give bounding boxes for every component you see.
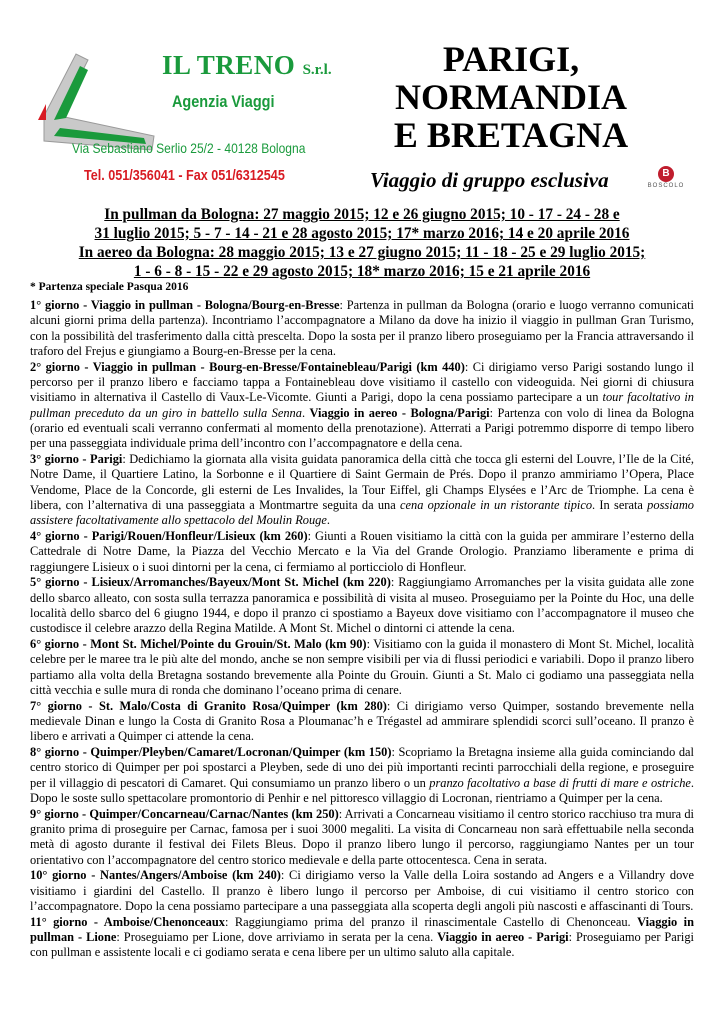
day-1 xyxy=(30,298,694,359)
day-6 xyxy=(30,637,694,698)
day-heading: 10° giorno - Nantes/Angers/Amboise (km 240) xyxy=(30,868,281,883)
optional-activity: cena opzionale in un ristorante tipico xyxy=(400,497,593,512)
day-heading: 1° giorno - Viaggio in pullman - Bologna/Bourg-en-Bresse xyxy=(30,298,340,312)
day-text: : Scopriamo la Bretagna insieme alla guida cominciando dal centro storico di Quimper per poi spostarci a Pleyben, sede di uno dei più importanti recinti parrocchiali della regione, e proseguire per il villaggio di pescatori di Camaret. Qui consumiamo un pranzo libero o un xyxy=(30,745,694,790)
partner-logo xyxy=(646,166,686,189)
day-8 xyxy=(30,745,694,806)
day-heading: Viaggio in pullman - Lione xyxy=(30,914,695,945)
day-text: : Proseguiamo per Parigi con pullman e assistente locali e ci godiamo serata e cena libere per un ultimo saluto alla capitale. xyxy=(30,930,695,960)
partner-logo-text: BOSCOLO xyxy=(647,183,685,189)
day-text: : Partenza in pullman da Bologna (orario e luogo verranno comunicati alcuni giorni prima della partenza). Incontriamo l’accompagnatore a Milano da dove ha inizio il viaggio in pullman Gran Turismo, con la possibilità del trasferimento dalla città prescelta. Dopo la sosta per il pranzo libero proseguiamo per la Francia attraversando il traforo del Frejus e giungiamo a Bourg-en-Bresse per la cena. xyxy=(30,298,694,358)
title-line: PARIGI, xyxy=(442,39,580,79)
day-heading: Viaggio in aereo - Parigi xyxy=(437,930,569,945)
day-heading: 8° giorno - Quimper/Pleyben/Camaret/Locronan/Quimper (km 150) xyxy=(30,745,392,760)
day-text: . xyxy=(326,513,330,528)
day-text: : Arrivati a Concarneau visitiamo il centro storico racchiuso tra mura di granito prima di proseguire per Carnac, famosa per i suoi 3000 megaliti. La visita di Concarneau non sarà effettuabile nella seconda metà di agosto durante il festival dei Filets Bleus. Dopo il pranzo libero lungo il percorso, raggiungiamo Nantes per un tour orientativo con l’accompagnatore del centro storico medievale e della parte ottocentesca. Cena in serata. xyxy=(30,806,694,867)
day-text: : Visitiamo con la guida il monastero di Mont St. Michel, località celebre per le maree tra le più alte del mondo, anche se non sempre visibili per via di flussi periodici e variabili. Dopo il pranzo libero partiamo alla volta della Bretagna sostando brevemente alla Pointe du Grouin. Giunti a St. Malo ci godiamo una passeggiata nella città vecchia e sulle mura di ronda che dominano l’oceano prima di cenare. xyxy=(30,637,695,697)
day-7 xyxy=(30,699,694,745)
day-text: : Raggiungiamo Arromanches per la visita guidata alle zone dello sbarco alleato, con sosta sulla terrazza panoramica e possibilità di visita al museo. Proseguiamo per la Pointe du Hoc, una delle località dello sbarco del 6 giugno 1944, e dopo il pranzo ci spostiamo a Bayeux dove visitiamo con l’accompagnatore il museo che custodisce il celebre arazzo della Regina Matilde. A Mont St. Michel o dintorni ci attende la cena. xyxy=(30,575,694,636)
itinerary xyxy=(30,298,694,961)
agency-name xyxy=(162,50,332,81)
day-heading: 7° giorno - St. Malo/Costa di Granito Rosa/Quimper (km 280) xyxy=(30,698,387,713)
optional-activity: pranzo facoltativo a base di frutti di mare e ostriche xyxy=(429,775,691,790)
day-text: : Partenza con volo di linea da Bologna (orario ed eventuali scali verranno confermati al momento della prenotazione). Atterrati a Parigi potremmo disporre di tempo libero per una passeggiata individuale prima dell’incontro con l’accompagnatore e della cena. xyxy=(30,405,694,451)
day-text: : Ci dirigiamo verso la Valle della Loira sostando ad Angers e a Villandry dove visitiamo i giardini del Castello. Il pranzo è libero lungo il percorso per Amboise, di cui visitiamo il centro storico con l’accompagnatore. Dopo la cena possiamo partecipare a una passeggiata alla scoperta degli angoli più nascosti e affascinanti di Tours. xyxy=(30,868,694,914)
day-text: . xyxy=(301,405,310,420)
agency-phone: Tel. 051/356041 - Fax 051/6312545 xyxy=(84,167,285,184)
dates-line: 31 luglio 2015; 5 - 7 - 14 - 21 e 28 agosto 2015; 17* marzo 2016; 14 e 20 aprile 2016 xyxy=(94,225,630,242)
agency-suffix: S.r.l. xyxy=(302,62,332,78)
agency-subtitle: Agenzia Viaggi xyxy=(172,92,275,111)
day-text: : Proseguiamo per Lione, dove arriviamo in serata per la cena. xyxy=(116,930,438,945)
day-heading: 4° giorno - Parigi/Rouen/Honfleur/Lisieux (km 260) xyxy=(30,528,308,543)
day-2 xyxy=(30,360,694,452)
day-heading: 9° giorno - Quimper/Concarneau/Carnac/Nantes (km 250) xyxy=(30,806,339,821)
agency-logo xyxy=(36,38,332,188)
day-11 xyxy=(30,915,694,961)
day-5 xyxy=(30,575,694,636)
day-heading: 3° giorno - Parigi xyxy=(30,451,123,466)
dates-line: 1 - 6 - 8 - 15 - 22 e 29 agosto 2015; 18* marzo 2016; 15 e 21 aprile 2016 xyxy=(133,263,591,280)
page-title xyxy=(380,40,642,154)
departure-dates xyxy=(28,205,696,281)
optional-activity: tour facoltativo in pullman preceduto da un giro in battello sulla Senna xyxy=(30,390,695,420)
day-10 xyxy=(30,868,694,914)
optional-activity: possiamo assistere facoltativamente allo spettacolo del Moulin Rouge xyxy=(30,497,694,528)
day-text: : Dedichiamo la giornata alla visita guidata panoramica della città che tocca gli esterni del Louvre, l’Ile de la Cité, Notre Dame, il Quartiere Latino, la Sorbonne e il Quartiere di Saint Germain de Prés. Dopo il pranzo ammiriamo l’Opera, Place Vendome, Place de la Concorde, gli esterni de Les Invalides, la Tour Eiffel, gli Champs Elysées e l’Arc de Triomphe. La cena è libera, con l’alternativa di una passeggiata a Montmartre seguita da una xyxy=(30,451,694,512)
day-9 xyxy=(30,807,694,868)
day-text: : Raggiungiamo prima del pranzo il rinascimentale Castello di Chenonceau. xyxy=(224,914,638,929)
agency-address: Via Sebastiano Serlio 25/2 - 40128 Bologna xyxy=(72,140,306,156)
day-text: . Dopo le soste sullo spettacolare promontorio di Penhir e nel pittoresco villaggio di Locronan, rientriamo a Quimper per la cena. xyxy=(30,775,695,805)
title-line: E BRETAGNA xyxy=(393,115,629,155)
dates-line: In pullman da Bologna: 27 maggio 2015; 12 e 26 giugno 2015; 10 - 17 - 24 - 28 e xyxy=(104,206,620,223)
day-text: : Giunti a Rouen visitiamo la città con la guida per ammirare l’esterno della Cattedrale di Notre Dame, la Piazza del Vecchio Mercato e la Via del Grande Orologio. Pranziamo liberamente e prima di raggiungere Lisieux o i suoi dintorni per la cena, ci fermiamo al porticciolo di Honfleur. xyxy=(30,528,694,574)
title-line: NORMANDIA xyxy=(395,77,627,117)
agency-name-text: IL TRENO xyxy=(162,50,296,80)
page-subtitle: Viaggio di gruppo esclusiva xyxy=(370,168,609,192)
day-heading: 11° giorno - Amboise/Chenonceaux xyxy=(30,914,225,929)
day-heading: 6° giorno - Mont St. Michel/Pointe du Grouin/St. Malo (km 90) xyxy=(30,637,367,652)
day-4 xyxy=(30,529,694,575)
day-text: . In serata xyxy=(592,497,648,512)
day-heading: 2° giorno - Viaggio in pullman - Bourg-en-Bresse/Fontainebleau/Parigi (km 440) xyxy=(30,359,465,374)
day-text: : Ci dirigiamo verso Parigi sostando lungo il percorso per il pranzo libero e facciamo tappa a Fontainebleau dove visitiamo il castello con videoguida. Nei giorni di chiusura visitiamo in alternativa il Castello di Vaux-Le-Vicomte. Giunti a Parigi, dopo la cena possiamo partecipare a un xyxy=(30,359,695,405)
day-3 xyxy=(30,452,694,528)
day-heading: 5° giorno - Lisieux/Arromanches/Bayeux/Mont St. Michel (km 220) xyxy=(30,575,391,590)
day-heading: Viaggio in aereo - Bologna/Parigi xyxy=(309,405,490,420)
dates-line: In aereo da Bologna: 28 maggio 2015; 13 e 27 giugno 2015; 11 - 18 - 25 e 29 luglio 2015; xyxy=(78,244,646,261)
day-text: : Ci dirigiamo verso Quimper, sostando brevemente nella medievale Dinan e lungo la Costa di Granito Rosa a Ploumanac’h e Trégastel ad ammirare splendidi scorci sull’oceano. Il pranzo è libero e arrivati a Quimper ci attende la cena. xyxy=(30,698,694,744)
easter-note: * Partenza speciale Pasqua 2016 xyxy=(30,281,189,293)
partner-logo-mark: B xyxy=(658,166,674,182)
